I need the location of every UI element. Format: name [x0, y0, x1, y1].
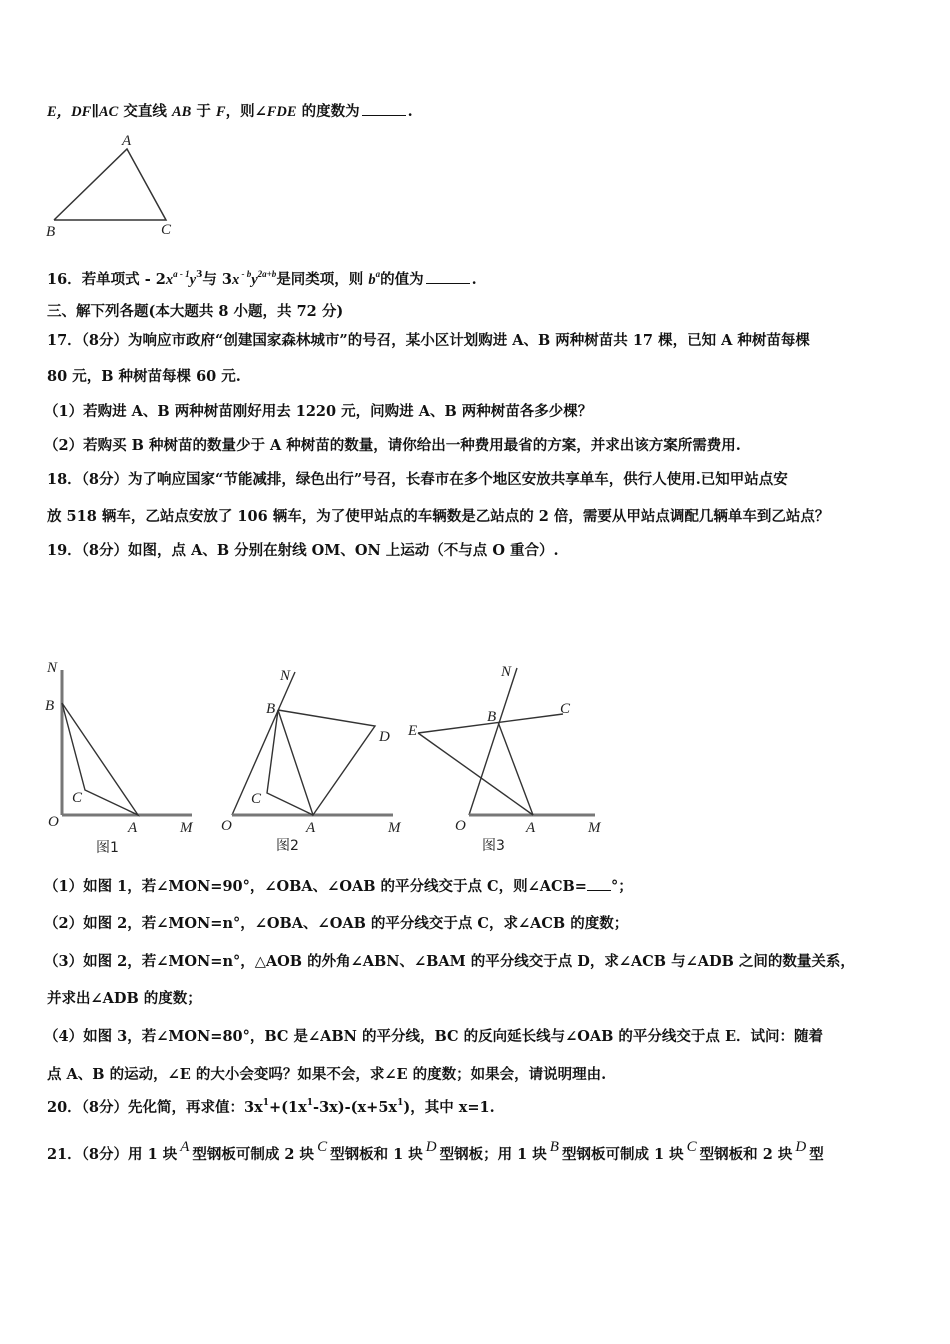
q19-sub4-line2: 点 A、B 的运动，∠E 的大小会变吗？如果不会，求∠E 的度数；如果会，请说明理由. — [47, 1066, 607, 1083]
label-b: B — [45, 698, 55, 714]
label-e: E — [408, 723, 418, 739]
figure-3 — [400, 650, 615, 860]
figure-2 — [215, 650, 418, 860]
label-c: C — [161, 222, 172, 238]
q19-sub3-line2: 并求出∠ADB 的度数； — [47, 990, 202, 1007]
answer-blank — [362, 102, 406, 116]
q17-sub1: （1）若购进 A、B 两种树苗刚好用去 1220 元，问购进 A、B 两种树苗各多少棵？ — [44, 403, 593, 420]
label-b: B — [266, 701, 276, 717]
answer-blank — [587, 877, 611, 891]
q19-sub3-line1: （3）如图 2，若∠MON=n°，△AOB 的外角∠ABN、∠BAM 的平分线交于点 D，求∠ACB 与∠ADB 之间的数量关系， — [44, 953, 855, 970]
steel-type-c: C — [686, 1139, 697, 1155]
q18-line1: 18．（8分）为了响应国家“节能减排，绿色出行”号召，长春市在多个地区安放共享单车，供行人使用.已知甲站点安 — [47, 471, 788, 488]
label-b: B — [46, 224, 56, 240]
answer-blank — [426, 270, 470, 284]
steel-type-c: C — [317, 1139, 328, 1155]
q19-sub1: （1）如图 1，若∠MON=90°，∠OBA、∠OAB 的平分线交于点 C，则∠ACB= °； — [44, 878, 633, 895]
label-a: A — [122, 133, 132, 149]
q15-text: E，DF∥AC 交直线 AB 于 F，则∠FDE 的度数为 . — [47, 103, 413, 120]
q20-text: 20．（8分）先化简，再求值：$3x^1+(1x^1-3x)-(x+5x^1)$，其中 x=1. — [47, 1098, 495, 1116]
label-n: N — [501, 664, 512, 680]
label-m: M — [180, 820, 193, 836]
steel-type-d: D — [425, 1139, 437, 1155]
label-c: C — [560, 701, 571, 717]
q19-line1: 19．（8分）如图，点 A、B 分别在射线 OM、ON 上运动（不与点 O 重合）. — [47, 542, 559, 559]
figure-caption: 图3 — [482, 838, 505, 854]
label-o: O — [455, 818, 466, 834]
q19-sub2: （2）如图 2，若∠MON=n°，∠OBA、∠OAB 的平分线交于点 C，求∠ACB 的度数； — [44, 915, 629, 932]
steel-type-a: A — [180, 1139, 190, 1155]
label-a: A — [128, 820, 138, 836]
steel-type-d: D — [795, 1139, 807, 1155]
figure-caption: 图1 — [96, 840, 119, 856]
q17-line2: 80 元，B 种树苗每棵 60 元. — [47, 368, 241, 385]
label-m: M — [388, 820, 401, 836]
label-c: C — [251, 791, 262, 807]
section-heading: 三、解下列各题(本大题共 8 小题，共 72 分) — [47, 303, 344, 320]
q17-sub2: （2）若购买 B 种树苗的数量少于 A 种树苗的数量，请你给出一种费用最省的方案，并求出该方案所需费用. — [44, 437, 741, 454]
q15-lead: E，DF∥AC — [47, 104, 119, 120]
q18-line2: 放 518 辆车，乙站点安放了 106 辆车，为了使甲站点的车辆数是乙站点的 2 倍，需要从甲站点调配几辆单车到乙站点？ — [47, 508, 830, 525]
label-c: C — [72, 790, 83, 806]
q17-line1: 17．（8分）为响应市政府“创建国家森林城市”的号召，某小区计划购进 A、B 两种树苗共 17 棵，已知 A 种树苗每棵 — [47, 332, 810, 349]
q19-sub4-line1: （4）如图 3，若∠MON=80°，BC 是∠ABN 的平分线，BC 的反向延长线与∠OAB 的平分线交于点 E．试问：随着 — [44, 1028, 824, 1045]
label-n: N — [280, 668, 291, 684]
q15-triangle-figure — [40, 130, 200, 245]
q21-text: 21．（8分）用 1 块 A 型钢板可制成 2 块 C 型钢板和 1 块 D 型钢板；用 1 块 B 型钢板可制成 1 块 C 型钢板和 2 块 D 型 — [47, 1139, 824, 1163]
label-b: B — [487, 709, 497, 725]
label-o: O — [48, 814, 59, 830]
label-o: O — [221, 818, 232, 834]
label-a: A — [526, 820, 536, 836]
steel-type-b: B — [549, 1139, 559, 1155]
label-d: D — [379, 729, 390, 745]
figure-1 — [40, 650, 210, 860]
label-a: A — [306, 820, 316, 836]
q16-text: 16．若单项式 - $2x^{a - 1}y^3$与 3x $^{- b}y^{2a+b}$是同类项，则 $b^a$的值为 . — [47, 269, 477, 288]
label-n: N — [47, 660, 58, 676]
figure-caption: 图2 — [276, 838, 299, 854]
label-m: M — [588, 820, 601, 836]
